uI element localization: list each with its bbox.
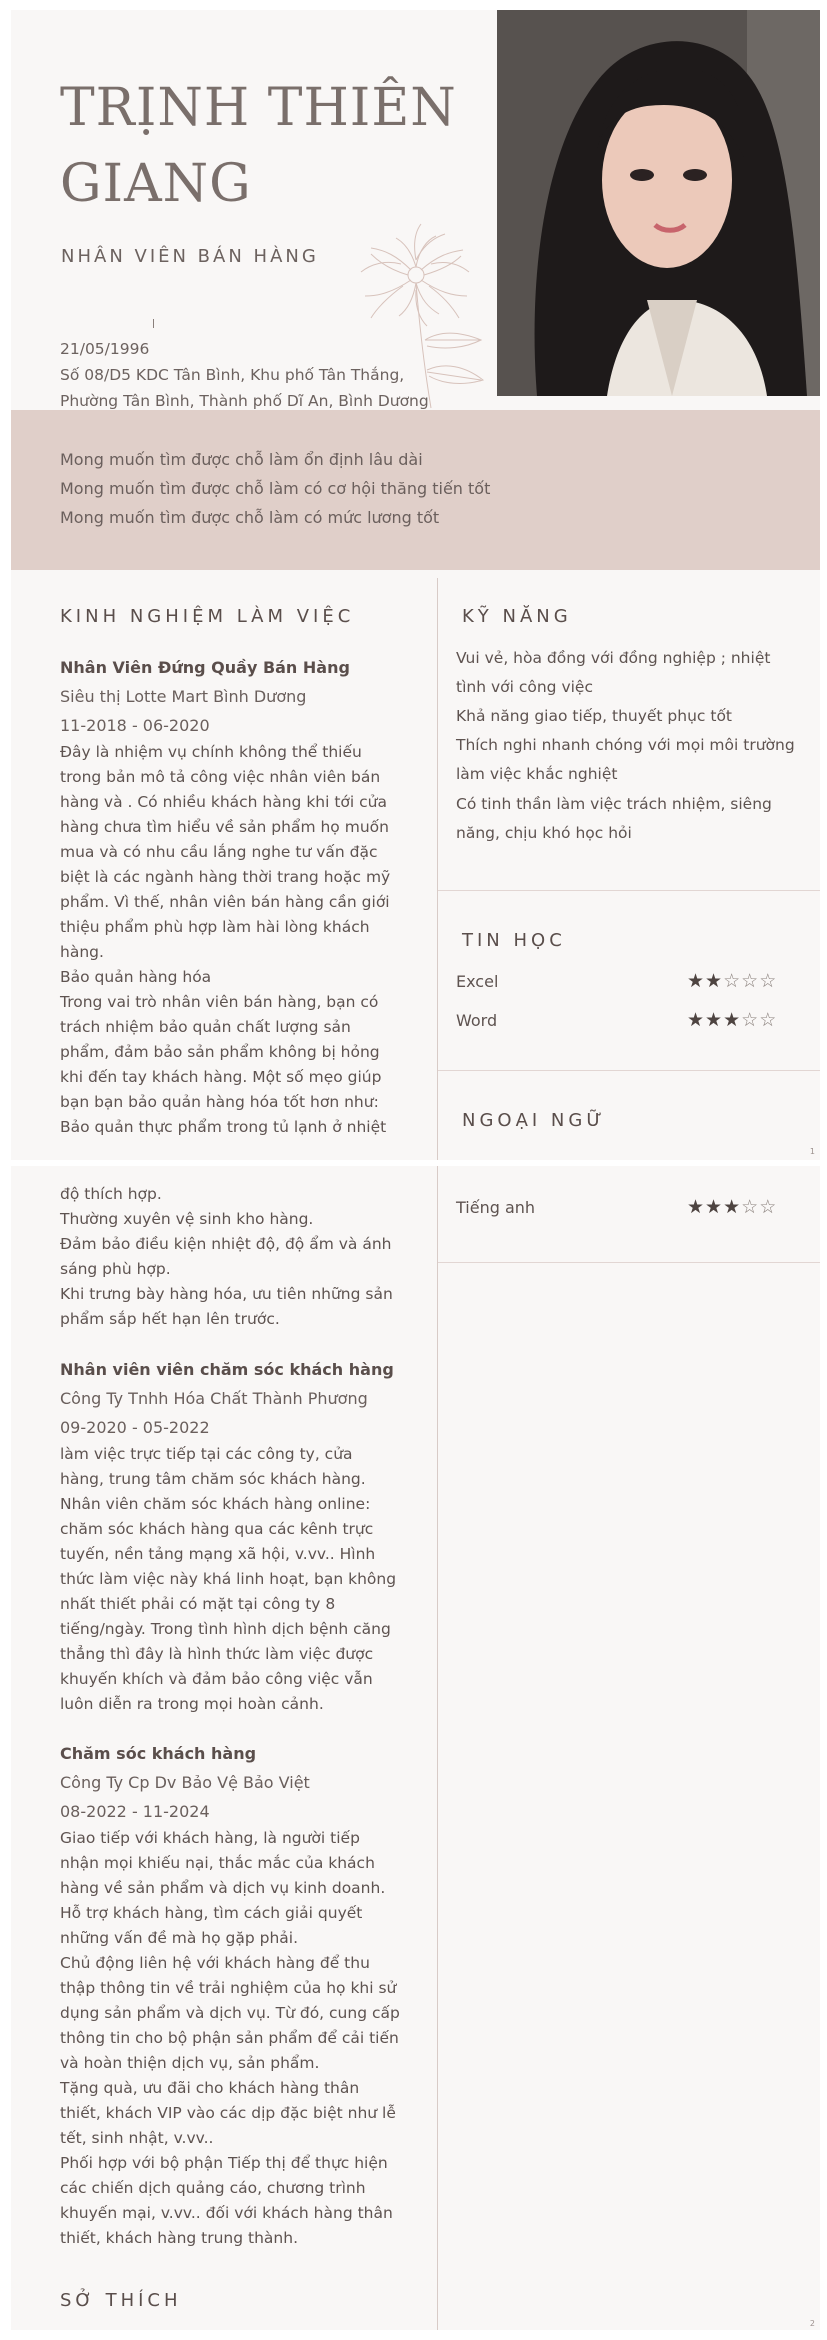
section-divider (438, 1262, 820, 1263)
job-period-1: 11-2018 - 06-2020 (60, 716, 210, 735)
skill-item: Thích nghi nhanh chóng với mọi môi trường làm việc khắc nghiệt (456, 736, 795, 783)
cv-page-2 (11, 1166, 820, 2330)
objective-item: Mong muốn tìm được chỗ làm có mức lương tốt (60, 508, 440, 527)
rating-stars (687, 1196, 777, 1218)
column-divider (437, 578, 438, 1160)
objectives-band (11, 410, 820, 570)
languages-heading: NGOẠI NGỮ (462, 1110, 606, 1131)
address: Số 08/D5 KDC Tân Bình, Khu phố Tân Thắng, Phường Tân Bình, Thành phố Dĩ An, Bình Dương (60, 366, 429, 410)
name-line-1: TRỊNH THIÊN (60, 78, 457, 138)
section-divider (438, 1070, 820, 1071)
profile-photo-image (497, 10, 820, 396)
job-period-3: 08-2022 - 11-2024 (60, 1802, 210, 1821)
job-company-1: Siêu thị Lotte Mart Bình Dương (60, 687, 307, 706)
rating-stars (687, 1009, 777, 1031)
skill-item: Khả năng giao tiếp, thuyết phục tốt (456, 707, 733, 725)
star-empty-icon: ☆ (759, 970, 778, 992)
experience-heading: KINH NGHIỆM LÀM VIỆC (60, 606, 355, 627)
job-title: NHÂN VIÊN BÁN HÀNG (61, 246, 319, 267)
star-empty-icon: ☆ (759, 1009, 778, 1031)
star-filled-icon: ★ (705, 1196, 724, 1218)
star-filled-icon: ★ (687, 1009, 706, 1031)
job-title-1: Nhân Viên Đứng Quầy Bán Hàng (60, 658, 350, 677)
profile-photo (497, 10, 820, 396)
star-filled-icon: ★ (723, 1196, 742, 1218)
birthdate: 21/05/1996 (60, 340, 150, 358)
skill-item: Vui vẻ, hòa đồng với đồng nghiệp ; nhiệt tình với công việc (456, 649, 771, 696)
page-number: 2 (809, 2319, 815, 2328)
divider-tick (153, 319, 154, 328)
job-title-2: Nhân viên viên chăm sóc khách hàng (60, 1360, 394, 1379)
column-divider (437, 1166, 438, 2330)
job-title-3: Chăm sóc khách hàng (60, 1744, 257, 1763)
job-period-2: 09-2020 - 05-2022 (60, 1418, 210, 1437)
language-label-english: Tiếng anh (456, 1198, 536, 1217)
star-empty-icon: ☆ (741, 1009, 760, 1031)
header (11, 10, 497, 410)
job-description-1-continued: độ thích hợp. Thường xuyên vệ sinh kho hàng. Đảm bảo điều kiện nhiệt độ, độ ẩm và ánh sáng phù hợp. Khi trưng bày hàng hóa, ưu tiên những sản phẩm sắp hết hạn lên trước. (60, 1185, 393, 1328)
job-company-2: Công Ty Tnhh Hóa Chất Thành Phương (60, 1389, 368, 1408)
skill-item: Có tinh thần làm việc trách nhiệm, siêng năng, chịu khó học hỏi (456, 795, 772, 842)
page-number: 1 (809, 1147, 815, 1156)
job-company-3: Công Ty Cp Dv Bảo Vệ Bảo Việt (60, 1773, 310, 1792)
objective-item: Mong muốn tìm được chỗ làm có cơ hội thăng tiến tốt (60, 479, 491, 498)
flower-illustration-icon (341, 220, 491, 410)
name-line-2: GIANG (60, 154, 252, 214)
star-empty-icon: ☆ (741, 970, 760, 992)
star-filled-icon: ★ (687, 970, 706, 992)
star-empty-icon: ☆ (723, 970, 742, 992)
job-description-1: Đây là nhiệm vụ chính không thể thiếu trong bản mô tả công việc nhân viên bán hàng và . Có nhiều khách hàng khi tới cửa hàng chưa tìm hiểu về sản phẩm họ muốn mua và có nhu cầu lắng nghe tư vấn đặc biệt là các ngành hàng thời trang hoặc mỹ phẩm. Vì thế, nhân viên bán hàng cần giới thiệu phẩm phù hợp làm hài lòng khách hàng. Bảo quản hàng hóa Trong vai trò nhân viên bán hàng, bạn có trách nhiệm bảo quản chất lượng sản phẩm, đảm bảo sản phẩm không bị hỏng khi đến tay khách hàng. Một số mẹo giúp bạn bạn bảo quản hàng hóa tốt hơn như: Bảo quản thực phẩm trong tủ lạnh ở nhiệt (60, 743, 391, 1136)
it-label-word: Word (456, 1011, 498, 1030)
star-filled-icon: ★ (705, 1009, 724, 1031)
section-divider (438, 890, 820, 891)
star-empty-icon: ☆ (759, 1196, 778, 1218)
it-label-excel: Excel (456, 972, 499, 991)
star-empty-icon: ☆ (741, 1196, 760, 1218)
job-description-3: Giao tiếp với khách hàng, là người tiếp nhận mọi khiếu nại, thắc mắc của khách hàng về sản phẩm và dịch vụ kinh doanh. Hỗ trợ khách hàng, tìm cách giải quyết những vấn đề mà họ gặp phải. Chủ động liên hệ với khách hàng để thu thập thông tin về trải nghiệm của họ khi sử dụng sản phẩm và dịch vụ. Từ đó, cung cấp thông tin cho bộ phận sản phẩm để cải tiến và hoàn thiện dịch vụ, sản phẩm. Tặng quà, ưu đãi cho khách hàng thân thiết, khách VIP vào các dịp đặc biệt như lễ tết, sinh nhật, v.vv.. Phối hợp với bộ phận Tiếp thị để thực hiện các chiến dịch quảng cáo, chương trình khuyến mại, v.vv.. đối với khách hàng thân thiết, khách hàng trung thành. (60, 1829, 400, 2247)
objective-item: Mong muốn tìm được chỗ làm ổn định lâu dài (60, 450, 423, 469)
hobbies-heading: SỞ THÍCH (60, 2290, 182, 2311)
it-heading: TIN HỌC (462, 930, 566, 951)
candidate-name (60, 70, 480, 222)
skills-heading: KỸ NĂNG (462, 606, 572, 627)
star-filled-icon: ★ (687, 1196, 706, 1218)
rating-stars (687, 970, 777, 992)
job-description-2: làm việc trực tiếp tại các công ty, cửa hàng, trung tâm chăm sóc khách hàng. Nhân viên chăm sóc khách hàng online: chăm sóc khách hàng qua các kênh trực tuyến, nền tảng mạng xã hội, v.vv.. Hình thức làm việc này khá linh hoạt, bạn không nhất thiết phải có mặt tại công ty 8 tiếng/ngày. Trong tình hình dịch bệnh căng thẳng thì đây là hình thức làm việc được khuyến khích và đảm bảo công việc vẫn luôn diễn ra trong mọi hoàn cảnh. (60, 1445, 397, 1713)
star-filled-icon: ★ (705, 970, 724, 992)
cv-page-1 (11, 10, 820, 1160)
star-filled-icon: ★ (723, 1009, 742, 1031)
